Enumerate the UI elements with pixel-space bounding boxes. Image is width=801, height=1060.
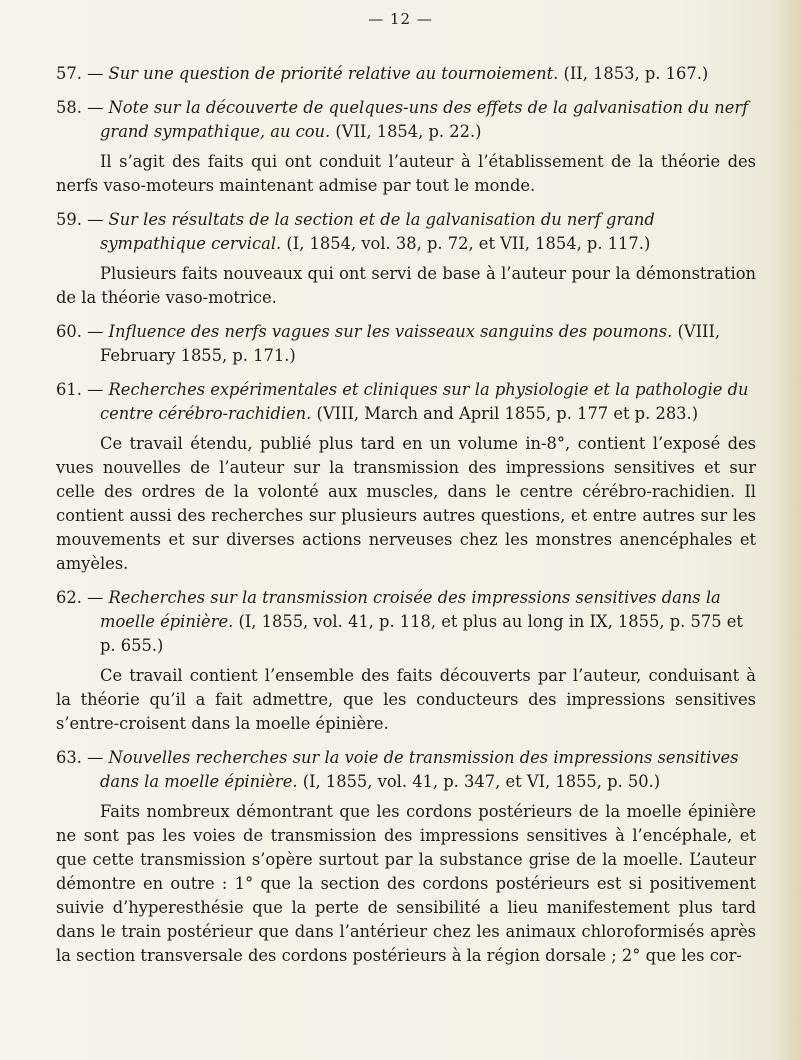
entry-title: Nouvelles recherches sur la voie de transmission des impressions sensitives dans la moelle épinière. xyxy=(100,748,739,791)
entry-number: 63. — xyxy=(56,748,104,767)
entry-heading xyxy=(56,746,756,794)
entry-heading xyxy=(56,320,756,368)
entry-title: Sur une question de priorité relative au tournoiement. xyxy=(108,64,559,83)
entry-title: Sur les résultats de la section et de la galvanisation du nerf grand sympathique cervical. xyxy=(100,210,655,253)
entry-heading xyxy=(56,586,756,658)
entry-57 xyxy=(56,62,756,86)
entry-heading xyxy=(56,96,756,144)
entry-reference: (I, 1854, vol. 38, p. 72, et VII, 1854, p. 117.) xyxy=(286,234,651,253)
entry-reference: (I, 1855, vol. 41, p. 347, et VI, 1855, p. 50.) xyxy=(302,772,661,791)
entry-description: Ce travail contient l’ensemble des faits découverts par l’auteur, conduisant à la théorie qu’il a fait admettre, que les conducteurs des impressions sensitives s’entre-croisent dans la moelle épinière. xyxy=(56,666,756,733)
entry-description: Ce travail étendu, publié plus tard en un volume in-8°, contient l’exposé des vues nouvelles de l’auteur sur la transmission des impressions sensitives et sur celle des ordres de la volonté aux muscles, dans le centre cérébro-rachidien. Il contient aussi des recherches sur plusieurs autres questions, et entre autres sur les mouvements et sur diverses actions nerveuses chez les monstres anencéphales et amyèles. xyxy=(56,434,756,573)
page-number: — 12 — xyxy=(368,10,433,28)
entry-number: 57. — xyxy=(56,64,104,83)
entry-59 xyxy=(56,208,756,310)
entry-reference: (VIII, March and April 1855, p. 177 et p. 283.) xyxy=(316,404,699,423)
entry-reference: (II, 1853, p. 167.) xyxy=(563,64,709,83)
entry-number: 59. — xyxy=(56,210,104,229)
entry-61 xyxy=(56,378,756,576)
entry-title: Note sur la découverte de quelques-uns des effets de la galvanisation du nerf grand sympathique, au cou. xyxy=(100,98,749,141)
entry-heading xyxy=(56,208,756,256)
entry-description: Plusieurs faits nouveaux qui ont servi de base à l’auteur pour la démonstration de la théorie vaso-motrice. xyxy=(56,264,756,307)
entry-number: 62. — xyxy=(56,588,104,607)
entry-title: Recherches expérimentales et cliniques sur la physiologie et la pathologie du centre cérébro-rachidien. xyxy=(100,380,749,423)
entry-description: Il s’agit des faits qui ont conduit l’auteur à l’établissement de la théorie des nerfs vaso-moteurs maintenant admise par tout le monde. xyxy=(56,152,756,195)
entry-number: 58. — xyxy=(56,98,104,117)
page-content xyxy=(56,62,756,968)
entry-description: Faits nombreux démontrant que les cordons postérieurs de la moelle épinière ne sont pas les voies de transmission des impressions sensitives à l’encéphale, et que cette transmission s’opère surtout par la substance grise de la moelle. L’auteur démontre en outre : 1° que la section des cordons postérieurs est si positivement suivie d’hyperesthésie que la perte de sensibilité a lieu manifestement plus tard dans le train postérieur que dans l’antérieur chez les animaux chloroformisés après la section transversale des cordons postérieurs à la région dorsale ; 2° que les cor- xyxy=(56,802,756,965)
entry-title: Recherches sur la transmission croisée des impressions sensitives dans la moelle épinière. xyxy=(100,588,721,631)
entry-number: 60. — xyxy=(56,322,104,341)
entry-63 xyxy=(56,746,756,968)
entry-reference: (VII, 1854, p. 22.) xyxy=(335,122,482,141)
entry-number: 61. — xyxy=(56,380,104,399)
entry-60 xyxy=(56,320,756,368)
entry-heading xyxy=(56,378,756,426)
entry-reference: (I, 1855, vol. 41, p. 118, et plus au long in IX, 1855, p. 575 et p. 655.) xyxy=(100,612,743,655)
page-edge-shadow xyxy=(779,0,801,1060)
entry-title: Influence des nerfs vagues sur les vaisseaux sanguins des poumons. xyxy=(108,322,673,341)
entry-heading xyxy=(56,62,756,86)
entry-62 xyxy=(56,586,756,736)
entry-58 xyxy=(56,96,756,198)
entry-reference: (VIII, February 1855, p. 171.) xyxy=(100,322,721,365)
